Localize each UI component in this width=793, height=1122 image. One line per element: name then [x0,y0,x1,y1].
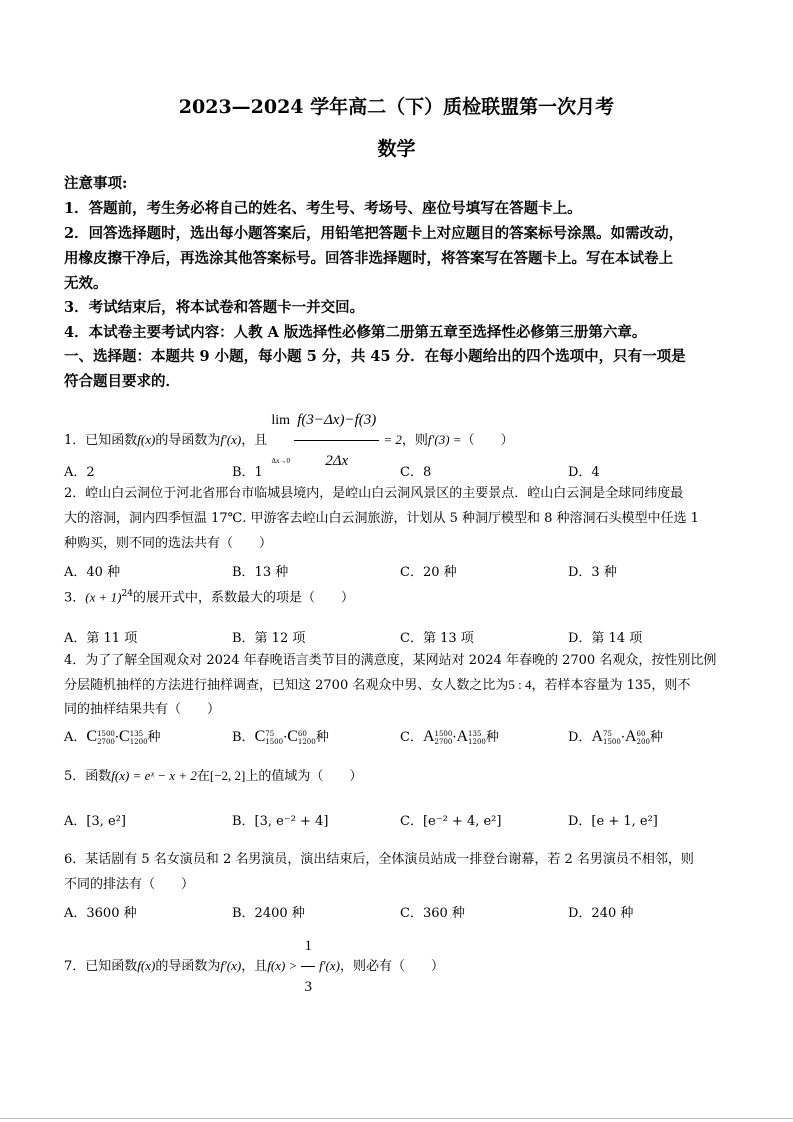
q4-d-sup2: 60 [636,729,646,738]
q7-text-and: ，且 [241,959,268,974]
q4-d-sup1: 75 [603,729,612,738]
question-6: 6．某话剧有 5 名女演员和 2 名男演员，演出结束后，全体演员站成一排登台谢幕，若 2 名男演员不相邻，则 [64,852,694,867]
q4-c-label: C． [400,730,423,745]
q4-c-sup1: 1500 [434,729,453,738]
q4-a-sym2: C [119,728,130,745]
q4-d-idx1 [603,730,621,746]
q4-b-idx1 [265,730,283,746]
note-2: 2．回答选择题时，选出每小题答案后，用铅笔把答题卡上对应题目的答案标号涂黑。如需改动， [64,225,684,242]
q3-option-b: B．第 12 项 [232,631,306,646]
q4-c-idx1 [435,730,453,746]
q4-b-sup2: 60 [297,729,307,738]
q4-c-idx2 [468,730,486,746]
q4-b-label: B． [232,730,255,745]
subject-title: 数学 [377,138,416,160]
q4-d-unit: 种 [649,730,663,745]
q1-lim-sub: Δx→0 [271,456,290,465]
q7-lhs: f(x) > [267,958,298,973]
question-6-cont: 不同的排法有（ ） [64,877,195,892]
section-heading-cont: 符合题目要求的． [64,373,180,390]
q1-lim-word: lim [271,412,291,428]
q4-c-sup2: 135 [468,729,482,738]
q5-option-d: D．[e + 1, e²] [568,814,658,829]
question-2-cont: 大的溶洞，洞内四季恒温 17℃. 甲游客去崆山白云洞旅游，计划从 5 种洞厅模型和 8 种溶洞石头模型中任选 1 [64,511,699,526]
q5-option-b: B．[3, e⁻² + 4] [232,814,329,829]
q6-option-b: B．2400 种 [232,906,305,921]
q1-text-then: ，则 [401,433,428,448]
q4-c-unit: 种 [485,730,499,745]
q7-fraction-numerator: 1 [301,926,315,967]
q1-derivative: f′(x) [220,432,242,447]
q4-a-sup1: 1500 [97,729,115,738]
q4-b-idx2 [298,730,316,746]
q1-option-d: D．4 [568,465,600,480]
page-bottom-rule [0,1118,793,1119]
question-4: 4．为了了解全国观众对 2024 年春晚语言类节目的满意度，某网站对 2024 年春晚的 2700 名观众，按性别比例 [64,653,717,668]
q4-c-sub1: 2700 [434,737,453,746]
section-heading: 一、选择题：本题共 9 小题，每小题 5 分，共 45 分．在每小题给出的四个选项中，只有一项是 [64,348,686,365]
q3-number: 3． [64,590,86,606]
q7-text-post: ，则必有（ ） [339,959,444,974]
q1-text: 1．已知函数 [64,433,138,448]
q4-b-unit: 种 [315,730,329,745]
q1-paren: （ ） [461,433,514,448]
q4-a-sub1: 2700 [97,737,115,746]
q7-rhs: f′(x) [319,958,340,973]
q7-function: f(x) [137,958,156,973]
q4-a-label: A． [64,730,87,745]
q1-fraction-denominator: 2Δx [325,453,349,469]
q4-b-sub1: 1500 [265,737,284,746]
q3-option-a: A．第 11 项 [64,631,138,646]
exam-title: 2023—2024 学年高二（下）质检联盟第一次月考 [178,96,615,118]
note-1: 1．答题前，考生务必将自己的姓名、考生号、考场号、座位号填写在答题卡上。 [64,200,582,217]
q4-b-sym2: C [287,728,298,745]
question-7 [64,926,740,995]
question-2-end: 种购买，则不同的选法共有（ ） [64,536,273,551]
q1-fraction [294,400,379,481]
q1-limit [271,401,290,481]
question-2: 2．崆山白云洞位于河北省邢台市临城县境内，是崆山白云洞风景区的主要景点．崆山白云洞是全球同纬度最 [64,486,684,501]
q4-a-sub2: 1200 [129,737,148,746]
q7-derivative: f′(x) [220,958,242,973]
q5-text: 5．函数 [64,769,112,784]
q1-fraction-numerator: f(3−Δx)−f(3) [294,400,379,441]
q2-option-b: B．13 种 [232,565,289,580]
q4-a-idx1 [97,730,115,746]
q1-option-c: C．8 [400,465,432,480]
q7-text: 7．已知函数 [64,959,138,974]
q2-option-c: C．20 种 [400,565,457,580]
q4-b-sup1: 75 [265,729,275,738]
note-2-cont: 用橡皮擦干净后，再选涂其他答案标号。回答非选择题时，将答案写在答题卡上。写在本试卷上 [64,250,673,267]
note-4: 4．本试卷主要考试内容：人教 A 版选择性必修第二册第五章至选择性必修第三册第六章。 [64,324,647,341]
question-5 [64,766,740,787]
q4-option-c: C．A 1500 2700 ·A 135 1200 种 [400,728,499,746]
q3-option-c: C．第 13 项 [400,631,474,646]
q4-text-b: ，若样本容量为 135，则不 [531,678,691,693]
q2-option-d: D．3 种 [568,565,617,580]
q1-option-a: A．2 [64,465,95,480]
q7-fraction [301,926,315,1007]
q1-option-b: B．1 [232,465,263,480]
q4-a-sym1: C [86,728,98,745]
question-4-cont [64,675,740,696]
q4-text: 分层随机抽样的方法进行抽样调查，已知这 2700 名观众中男、女人数之比为 [64,678,509,693]
q5-option-c: C．[e⁻² + 4, e²] [400,814,502,829]
q5-text-post: 上的值域为（ ） [245,769,363,784]
question-3 [64,584,740,608]
q3-expression: (x + 1) [85,589,122,605]
q4-d-sym2: A [624,728,637,745]
q4-a-idx2 [130,730,148,746]
q4-option-a: A．C 1500 2700 ·C 135 1200 种 [64,728,161,746]
q4-option-d: D．A 75 1500 ·A 60 200 种 [568,728,663,746]
q1-ask: f′(3) = [427,432,462,447]
q3-exponent: 24 [121,589,133,599]
q4-c-sym1: A [422,728,435,745]
q3-option-d: D．第 14 项 [568,631,643,646]
q5-interval: [−2, 2] [209,768,246,783]
q7-fraction-denominator: 3 [304,979,312,995]
q3-text: 的展开式中，系数最大的项是（ ） [132,590,354,606]
question-4-end: 同的抽样结果共有（ ） [64,702,221,717]
q6-option-d: D．240 种 [568,906,634,921]
notes-heading: 注意事项: [64,175,128,192]
q4-b-sym1: C [254,728,266,745]
q4-a-unit: 种 [147,730,161,745]
q5-text-mid: 在 [196,769,210,784]
q7-text-mid: 的导函数为 [155,959,221,974]
q4-c-sub2: 1200 [468,737,486,746]
q4-d-sym1: A [591,728,603,745]
q4-ratio: 5 : 4 [508,677,532,692]
q1-function: f(x) [137,432,156,447]
q6-option-c: C．360 种 [400,906,465,921]
q4-d-sub1: 1500 [603,737,621,746]
note-3: 3．考试结束后，将本试卷和答题卡一并交回。 [64,299,365,316]
q1-equals: = 2 [383,432,402,447]
q4-a-sup2: 135 [129,729,144,738]
q1-text-mid: 的导函数为 [155,433,221,448]
q4-b-sub2: 1200 [297,737,316,746]
q4-option-b: B．C 75 1500 ·C 60 1200 种 [232,728,329,746]
q4-d-sub2: 200 [636,737,650,746]
q2-option-a: A．40 种 [64,565,121,580]
q4-d-label: D． [568,730,592,745]
q1-text-and: ，且 [241,433,268,448]
q4-d-idx2 [637,730,650,746]
note-2-end: 无效。 [64,275,108,292]
q5-expression: f(x) = eˣ − x + 2 [111,768,197,783]
q6-option-a: A．3600 种 [64,906,137,921]
q4-c-sym2: A [456,728,469,745]
q5-option-a: A．[3, e²] [64,814,126,829]
